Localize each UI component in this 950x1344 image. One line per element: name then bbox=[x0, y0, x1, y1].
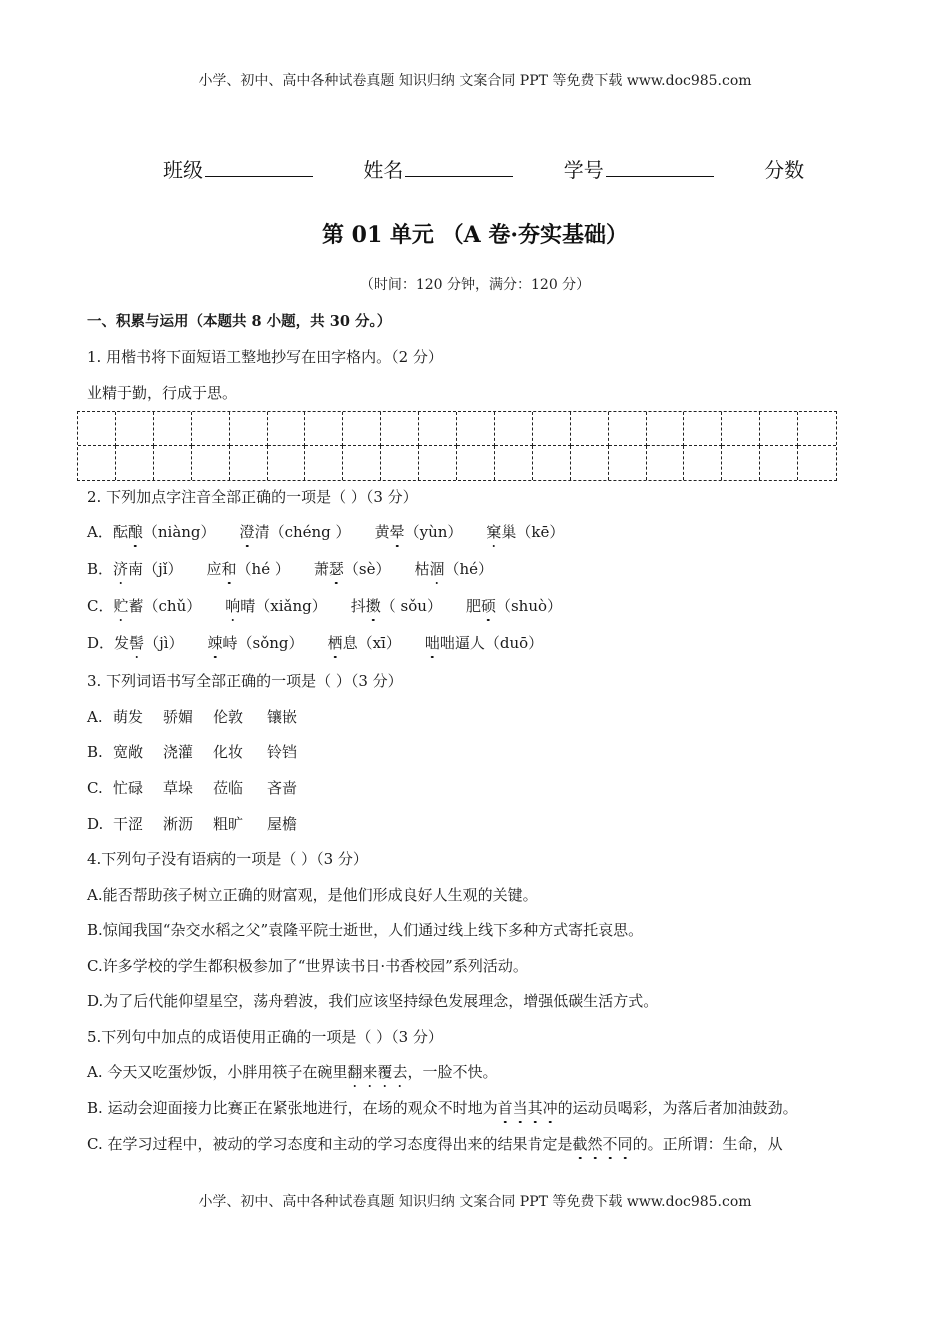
word: 粗旷 bbox=[213, 815, 244, 833]
word-post: 咄逼人 bbox=[439, 634, 485, 652]
grid-cell[interactable] bbox=[571, 412, 609, 446]
option-label: A． bbox=[87, 523, 113, 541]
dotted-char: 当 bbox=[512, 1099, 528, 1117]
dotted-char: 同 bbox=[617, 1135, 633, 1153]
dotted-char: 咄 bbox=[424, 634, 440, 652]
page-title: 第 01 单元 （A 卷·夯实基础） bbox=[322, 222, 628, 248]
class-blank[interactable] bbox=[205, 156, 313, 177]
q5-stem: 5.下列句中加点的成语使用正确的一项是（ ）（3 分） bbox=[87, 1028, 443, 1046]
pinyin-item bbox=[113, 521, 216, 542]
pinyin-item bbox=[225, 595, 327, 616]
name-field[interactable] bbox=[363, 154, 513, 183]
pinyin-item bbox=[375, 521, 463, 542]
word-post: 息 bbox=[342, 634, 358, 652]
grid-cell[interactable] bbox=[647, 412, 685, 446]
pinyin-item bbox=[466, 595, 562, 616]
grid-cell[interactable] bbox=[571, 446, 609, 480]
pinyin: （chéng ） bbox=[269, 523, 351, 541]
dotted-char: 和 bbox=[221, 560, 237, 578]
word-post: 晴 bbox=[240, 597, 256, 615]
q2-option-b bbox=[87, 558, 493, 579]
dotted-char: 窠 bbox=[486, 523, 502, 541]
grid-cell[interactable] bbox=[116, 412, 154, 446]
pinyin-item bbox=[414, 558, 493, 579]
dotted-char: 截 bbox=[572, 1135, 588, 1153]
dotted-char: 其 bbox=[527, 1099, 543, 1117]
pinyin-item bbox=[486, 521, 564, 542]
word: 宽敞 bbox=[113, 743, 144, 761]
q2-stem: 2. 下列加点字注音全部正确的一项是（ ）（3 分） bbox=[87, 488, 418, 506]
word: 淅沥 bbox=[163, 815, 194, 833]
word-pre: 枯 bbox=[414, 560, 430, 578]
dotted-char: 澄 bbox=[239, 523, 255, 541]
q2-option-a bbox=[87, 521, 564, 542]
q5-option-a bbox=[87, 1061, 497, 1082]
q5-option-c bbox=[87, 1133, 783, 1154]
dotted-char: 首 bbox=[497, 1099, 513, 1117]
dotted-idiom bbox=[347, 1063, 407, 1081]
word-pre: 萧 bbox=[313, 560, 329, 578]
word: 吝啬 bbox=[267, 779, 298, 797]
grid-cell[interactable] bbox=[230, 446, 268, 480]
word-pre: 发 bbox=[114, 634, 130, 652]
q1-phrase: 业精于勤，行成于思。 bbox=[87, 384, 238, 402]
q4-option-d: D.为了后代能仰望星空，荡舟碧波，我们应该坚持绿色发展理念，增强低碳生活方式。 bbox=[87, 992, 659, 1010]
sentence-post: ，一脸不快。 bbox=[407, 1063, 498, 1081]
grid-cell[interactable] bbox=[381, 412, 419, 446]
student-id-blank[interactable] bbox=[606, 156, 714, 177]
grid-cell[interactable] bbox=[647, 446, 685, 480]
grid-cell[interactable] bbox=[305, 446, 343, 480]
grid-cell[interactable] bbox=[533, 446, 571, 480]
pinyin: （xiǎng） bbox=[255, 597, 327, 615]
pinyin-item bbox=[207, 558, 290, 579]
q3-option-c bbox=[87, 777, 317, 798]
pinyin: （jǐ） bbox=[143, 560, 183, 578]
grid-cell[interactable] bbox=[343, 446, 381, 480]
option-label: A. bbox=[87, 1063, 103, 1081]
pinyin-item bbox=[314, 558, 391, 579]
class-label: 班级 bbox=[163, 158, 203, 182]
dotted-char: 竦 bbox=[207, 634, 223, 652]
dotted-char: 来 bbox=[362, 1063, 378, 1081]
word-pre: 抖 bbox=[350, 597, 366, 615]
q1-stem: 1. 用楷书将下面短语工整地抄写在田字格内。（2 分） bbox=[87, 348, 443, 366]
grid-cell[interactable] bbox=[343, 412, 381, 446]
pinyin-item bbox=[351, 595, 442, 616]
dotted-char: 髻 bbox=[129, 634, 145, 652]
sentence-post: 的。正所谓：生命，从 bbox=[632, 1135, 783, 1153]
grid-cell[interactable] bbox=[116, 446, 154, 480]
option-label: B． bbox=[87, 560, 114, 578]
word: 屋檐 bbox=[267, 815, 298, 833]
word: 伦敦 bbox=[213, 708, 244, 726]
dotted-char: 覆 bbox=[377, 1063, 393, 1081]
grid-cell[interactable] bbox=[684, 412, 722, 446]
word: 萌发 bbox=[113, 708, 144, 726]
pinyin-item bbox=[425, 632, 543, 653]
option-label: B. bbox=[87, 1099, 103, 1117]
grid-cell[interactable] bbox=[192, 412, 230, 446]
word-post: 南 bbox=[128, 560, 144, 578]
grid-cell[interactable] bbox=[798, 412, 836, 446]
option-label: D． bbox=[87, 634, 115, 652]
pinyin: （niàng） bbox=[142, 523, 216, 541]
pinyin: （sè） bbox=[343, 560, 391, 578]
section-heading: 一、积累与运用（本题共 8 小题，共 30 分。） bbox=[87, 313, 392, 330]
grid-cell[interactable] bbox=[78, 446, 116, 480]
pinyin: （shuò） bbox=[495, 597, 563, 615]
q4-option-b: B.惊闻我国“杂交水稻之父”袁隆平院士逝世，人们通过线上线下多种方式寄托哀思。 bbox=[87, 921, 644, 939]
option-label: A. bbox=[87, 708, 103, 726]
pinyin-item bbox=[113, 595, 201, 616]
grid-cell[interactable] bbox=[722, 446, 760, 480]
name-blank[interactable] bbox=[405, 156, 513, 177]
word: 干涩 bbox=[113, 815, 144, 833]
option-label: D. bbox=[87, 815, 104, 833]
grid-cell[interactable] bbox=[760, 446, 798, 480]
word-pre: 应 bbox=[206, 560, 222, 578]
pinyin-item bbox=[208, 632, 304, 653]
q4-stem: 4.下列句子没有语病的一项是（ ）（3 分） bbox=[87, 850, 368, 868]
grid-cell[interactable] bbox=[305, 412, 343, 446]
exam-meta: （时间：120 分钟，满分：120 分） bbox=[359, 277, 591, 293]
grid-cell[interactable] bbox=[798, 446, 836, 480]
sentence-pre: 今天又吃蛋炒饭，小胖用筷子在碗里 bbox=[102, 1063, 348, 1081]
q5-option-b bbox=[87, 1097, 798, 1118]
sentence-post: 的运动员喝彩，为落后者加油鼓劲。 bbox=[557, 1099, 798, 1117]
score-label: 分数 bbox=[764, 158, 805, 182]
class-field[interactable] bbox=[163, 154, 313, 183]
q2-option-c bbox=[87, 595, 562, 616]
grid-cell[interactable] bbox=[495, 446, 533, 480]
dotted-char: 擞 bbox=[365, 597, 381, 615]
header-banner: 小学、初中、高中各种试卷真题 知识归纳 文案合同 PPT 等免费下载 www.doc985.com bbox=[198, 73, 752, 89]
pinyin-item bbox=[114, 632, 183, 653]
grid-cell[interactable] bbox=[457, 446, 495, 480]
pinyin: （duō） bbox=[484, 634, 544, 652]
pinyin-item bbox=[240, 521, 351, 542]
dotted-char: 翻 bbox=[347, 1063, 363, 1081]
grid-cell[interactable] bbox=[609, 412, 647, 446]
dotted-char: 晕 bbox=[389, 523, 405, 541]
student-id-label: 学号 bbox=[563, 158, 604, 182]
student-id-field[interactable] bbox=[564, 154, 714, 183]
grid-cell[interactable] bbox=[268, 412, 306, 446]
option-label: B. bbox=[87, 743, 103, 761]
grid-cell[interactable] bbox=[192, 446, 230, 480]
grid-cell[interactable] bbox=[419, 412, 457, 446]
dotted-char: 济 bbox=[113, 560, 129, 578]
pinyin: （xī） bbox=[357, 634, 401, 652]
q3-option-b bbox=[87, 741, 317, 762]
word: 镶嵌 bbox=[267, 708, 298, 726]
word-pre: 黄 bbox=[374, 523, 390, 541]
dotted-char: 不 bbox=[602, 1135, 618, 1153]
dotted-char: 贮 bbox=[113, 597, 129, 615]
word-post: 巢 bbox=[501, 523, 517, 541]
name-label: 姓名 bbox=[363, 158, 404, 182]
word: 忙碌 bbox=[113, 779, 144, 797]
tianzige-grid[interactable] bbox=[77, 411, 837, 481]
grid-cell[interactable] bbox=[154, 446, 192, 480]
dotted-char: 瑟 bbox=[328, 560, 344, 578]
q3-stem: 3. 下列词语书写全部正确的一项是（ ）（3 分） bbox=[87, 672, 403, 690]
pinyin: （kē） bbox=[516, 523, 565, 541]
word-post: 峙 bbox=[222, 634, 238, 652]
grid-cell[interactable] bbox=[722, 412, 760, 446]
score-field bbox=[764, 154, 804, 183]
option-label: C． bbox=[87, 597, 114, 615]
dotted-char: 去 bbox=[392, 1063, 408, 1081]
word: 莅临 bbox=[213, 779, 244, 797]
dotted-idiom bbox=[498, 1099, 558, 1117]
pinyin: （jì） bbox=[144, 634, 184, 652]
grid-cell[interactable] bbox=[533, 412, 571, 446]
grid-cell[interactable] bbox=[268, 446, 306, 480]
pinyin-item bbox=[113, 558, 182, 579]
grid-cell[interactable] bbox=[457, 412, 495, 446]
grid-cell[interactable] bbox=[419, 446, 457, 480]
pinyin-item bbox=[328, 632, 401, 653]
pinyin: （hé ） bbox=[236, 560, 290, 578]
q2-option-d bbox=[87, 632, 543, 653]
q3-option-d bbox=[87, 813, 317, 834]
dotted-idiom bbox=[573, 1135, 633, 1153]
word-post: 蓄 bbox=[128, 597, 144, 615]
footer-banner: 小学、初中、高中各种试卷真题 知识归纳 文案合同 PPT 等免费下载 www.doc985.com bbox=[198, 1194, 752, 1210]
word: 化妆 bbox=[213, 743, 244, 761]
pinyin: （sǒng） bbox=[237, 634, 304, 652]
grid-cell[interactable] bbox=[684, 446, 722, 480]
dotted-char: 酿 bbox=[127, 523, 143, 541]
grid-cell[interactable] bbox=[495, 412, 533, 446]
student-info-row bbox=[163, 154, 848, 183]
option-label: C. bbox=[87, 1135, 103, 1153]
dotted-char: 然 bbox=[587, 1135, 603, 1153]
word: 铃铛 bbox=[267, 743, 298, 761]
word: 骄媚 bbox=[163, 708, 194, 726]
sentence-pre: 运动会迎面接力比赛正在紧张地进行，在场的观众不时地为 bbox=[102, 1099, 498, 1117]
pinyin: （ sǒu） bbox=[380, 597, 442, 615]
pinyin: （hé） bbox=[444, 560, 494, 578]
option-label: C. bbox=[87, 779, 103, 797]
sentence-pre: 在学习过程中，被动的学习态度和主动的学习态度得出来的结果肯定是 bbox=[102, 1135, 573, 1153]
grid-cell[interactable] bbox=[381, 446, 419, 480]
grid-cell[interactable] bbox=[609, 446, 647, 480]
word-pre: 肥 bbox=[465, 597, 481, 615]
word: 草垛 bbox=[163, 779, 194, 797]
dotted-char: 冲 bbox=[542, 1099, 558, 1117]
dotted-char: 响 bbox=[225, 597, 241, 615]
dotted-char: 硕 bbox=[480, 597, 496, 615]
pinyin: （chǔ） bbox=[143, 597, 202, 615]
grid-cell[interactable] bbox=[230, 412, 268, 446]
dotted-char: 涸 bbox=[429, 560, 445, 578]
q3-option-a bbox=[87, 706, 317, 727]
dotted-char: 栖 bbox=[327, 634, 343, 652]
grid-cell[interactable] bbox=[78, 412, 116, 446]
grid-cell[interactable] bbox=[760, 412, 798, 446]
q4-option-c: C.许多学校的学生都积极参加了“世界读书日·书香校园”系列活动。 bbox=[87, 957, 528, 975]
q4-option-a: A.能否帮助孩子树立正确的财富观，是他们形成良好人生观的关键。 bbox=[87, 886, 538, 904]
grid-cell[interactable] bbox=[154, 412, 192, 446]
word-post: 清 bbox=[254, 523, 270, 541]
word-pre: 酝 bbox=[112, 523, 128, 541]
pinyin: （yùn） bbox=[404, 523, 463, 541]
word: 浇灌 bbox=[163, 743, 194, 761]
